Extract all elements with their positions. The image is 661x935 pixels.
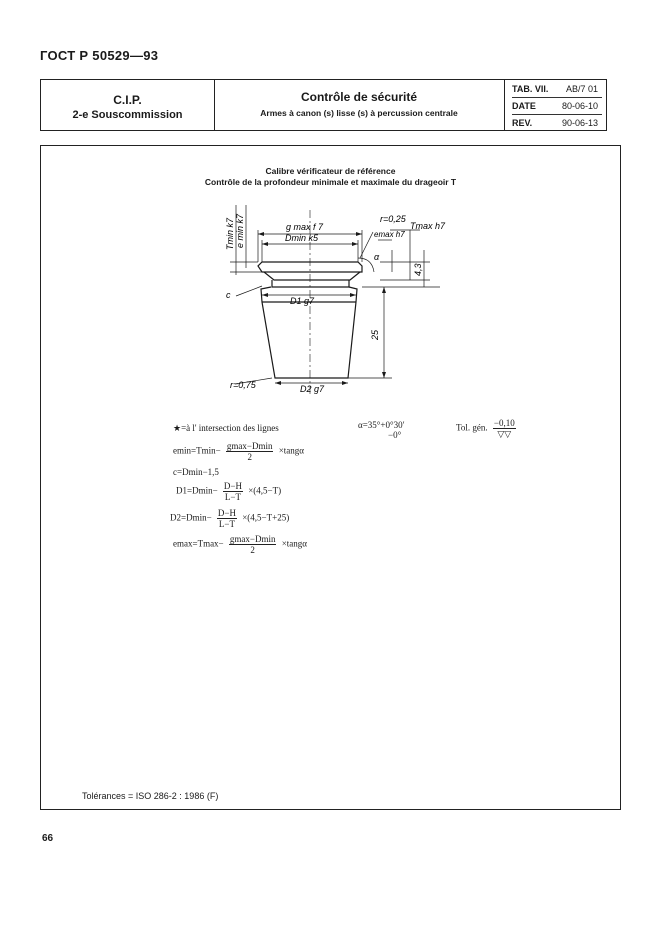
label-d2: D2 g7 xyxy=(300,384,325,394)
formula-emin-num: gmax−Dmin xyxy=(226,441,273,451)
standard-number: ГОСТ Р 50529—93 xyxy=(40,48,159,63)
formula-emax-num: gmax−Dmin xyxy=(229,534,276,544)
formula-emin-rhs: ×tangα xyxy=(278,445,305,456)
formula-emin-lhs: emin=Tmin− xyxy=(173,445,221,456)
subcommission: 2-e Souscommission xyxy=(72,109,183,121)
tol-gen-label: Tol. gén. xyxy=(456,422,488,433)
caption-line-1: Calibre vérificateur de référence xyxy=(265,166,396,176)
org-name: C.I.P. xyxy=(113,93,142,107)
meta-rev-value: 90-06-13 xyxy=(561,118,598,128)
meta-tab-value: AB/7 01 xyxy=(565,84,598,94)
alpha-tolerance: −0° xyxy=(388,430,402,440)
formula-d2-num: D−H xyxy=(217,508,236,518)
label-alpha: α xyxy=(374,252,380,262)
formula-emax xyxy=(173,534,307,555)
label-25: 25 xyxy=(370,329,380,340)
formula-d1-lhs: D1=Dmin− xyxy=(176,485,218,496)
note-star: ★=à l' intersection des lignes xyxy=(173,423,279,433)
label-dmin: Dmin k5 xyxy=(285,233,319,243)
label-emax: emax h7 xyxy=(374,230,405,239)
page-number: 66 xyxy=(42,833,54,844)
tol-gen-symbol: ▽▽ xyxy=(497,429,512,439)
formula-d1-num: D−H xyxy=(223,481,242,491)
meta-rev-key: REV. xyxy=(512,118,533,128)
formula-d2 xyxy=(170,508,289,529)
tol-gen-value: −0,10 xyxy=(493,418,515,428)
formula-d2-rhs: ×(4,5−T+25) xyxy=(242,512,290,523)
label-gmax: g max f 7 xyxy=(286,222,324,232)
formula-emax-rhs: ×tangα xyxy=(281,538,308,549)
formula-emin xyxy=(173,441,304,462)
doc-subtitle: Armes à canon (s) lisse (s) à percussion centrale xyxy=(260,108,458,118)
gauge-collar xyxy=(272,280,349,287)
tol-gen-frac xyxy=(493,418,516,439)
label-43: 4,3 xyxy=(413,263,423,276)
label-r075: r=0,75 xyxy=(230,380,256,390)
gauge-shoulder xyxy=(264,272,360,280)
label-tmax: Tmax h7 xyxy=(410,221,446,231)
formula-d1-rhs: ×(4,5−T) xyxy=(248,485,282,496)
formula-emin-den: 2 xyxy=(247,452,252,462)
formula-d2-lhs: D2=Dmin− xyxy=(170,512,212,523)
label-c: c xyxy=(226,290,231,300)
meta-tab-key: TAB. VII. xyxy=(512,84,549,94)
formula-emax-den: 2 xyxy=(250,545,255,555)
label-r025: r=0,25 xyxy=(380,214,406,224)
doc-title: Contrôle de sécurité xyxy=(300,90,418,104)
label-d1: D1 g7 xyxy=(290,296,315,306)
alpha-value: α=35°+0°30′ xyxy=(358,420,405,430)
meta-date-value: 80-06-10 xyxy=(561,101,598,111)
tolerances-note: Tolérances = ISO 286-2 : 1986 (F) xyxy=(82,791,219,801)
formula-d2-den: L−T xyxy=(218,519,235,529)
label-emin: e min k7 xyxy=(235,213,245,248)
label-tmin: Tmin k7 xyxy=(225,217,235,250)
meta-date-key: DATE xyxy=(512,101,536,111)
formula-d1-den: L−T xyxy=(224,492,241,502)
formula-emax-lhs: emax=Tmax− xyxy=(173,538,224,549)
formula-d1 xyxy=(176,481,281,502)
formula-c: c=Dmin−1,5 xyxy=(173,467,219,477)
note-alpha xyxy=(358,420,405,440)
caption-line-2: Contrôle de la profondeur minimale et maximale du drageoir T xyxy=(204,177,457,187)
note-tol-gen xyxy=(456,418,519,439)
